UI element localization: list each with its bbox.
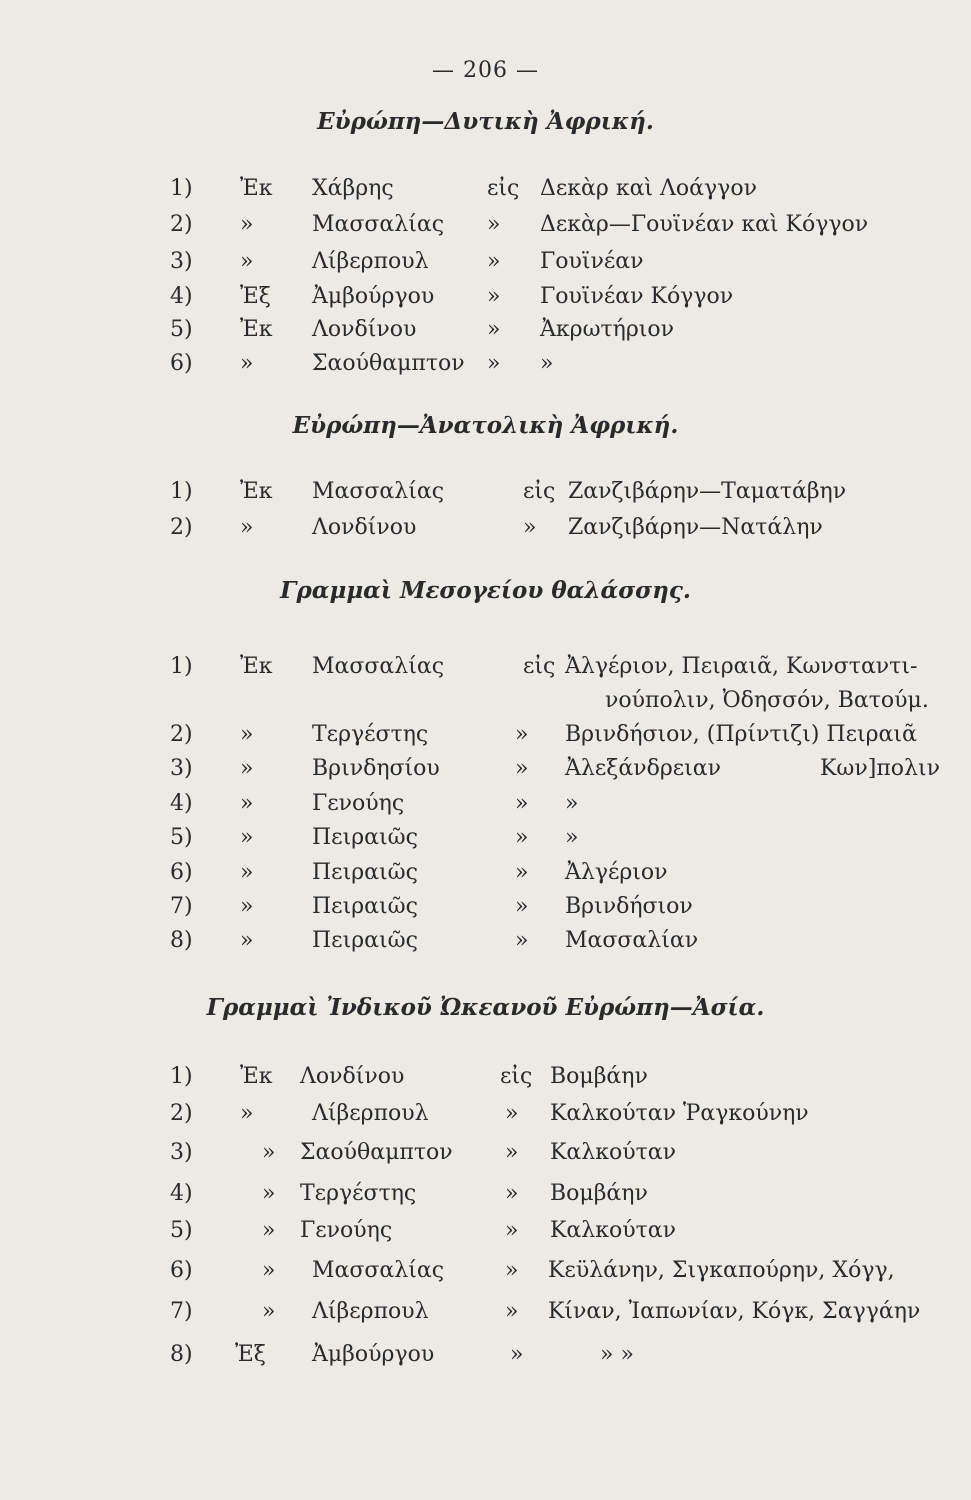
route-origin-prefix: Ἐξ [235, 1342, 266, 1367]
route-destination: » » [600, 1342, 634, 1367]
route-origin: Σαούθαμπτον [300, 1140, 453, 1165]
route-origin-prefix: » [240, 249, 254, 274]
route-origin: Πειραιῶς [312, 825, 418, 850]
route-destination: Ἀλγέριον [565, 860, 668, 885]
route-destination: Κίναν, Ἰαπωνίαν, Κόγκ, Σαγγάην [548, 1299, 921, 1324]
route-origin: Χάβρης [312, 176, 394, 201]
route-origin: Λίβερπουλ [312, 249, 429, 274]
route-destination-extra: Κων]πολιν [820, 756, 940, 781]
route-origin: Λονδίνου [312, 317, 417, 342]
route-destination: » [565, 825, 579, 850]
route-row [0, 284, 971, 320]
route-origin-prefix: Ἐκ [240, 317, 273, 342]
route-destination: Βρινδήσιον, (Πρίντιζι) Πειραιᾶ [565, 722, 917, 747]
route-origin-prefix: Ἐκ [240, 176, 273, 201]
route-origin: Πειραιῶς [312, 928, 418, 953]
route-origin: Λονδίνου [312, 515, 417, 540]
route-number: 2) [170, 722, 193, 747]
route-to-prefix: » [515, 860, 529, 885]
route-to-prefix: » [487, 284, 501, 309]
route-number: 2) [170, 212, 193, 237]
route-destination: Γουϊνέαν Κόγγον [540, 284, 734, 309]
route-number: 2) [170, 1101, 193, 1126]
route-to-prefix: » [505, 1101, 519, 1126]
route-origin-prefix: Ἐκ [240, 479, 273, 504]
route-destination: Βομβάην [550, 1181, 648, 1206]
route-number: 7) [170, 1299, 193, 1324]
route-row [0, 1218, 971, 1254]
route-origin-prefix: » [240, 351, 254, 376]
route-row [0, 212, 971, 248]
route-row [0, 1258, 971, 1294]
route-origin-prefix: » [240, 722, 254, 747]
route-origin: Λίβερπουλ [312, 1101, 429, 1126]
route-to-prefix: εἰς [487, 176, 520, 201]
route-origin-prefix: Ἐκ [240, 654, 273, 679]
route-destination: Καλκούταν [550, 1218, 677, 1243]
route-to-prefix: εἰς [523, 654, 556, 679]
route-to-prefix: » [515, 791, 529, 816]
route-origin: Ἀμβούργου [312, 1342, 435, 1367]
route-origin-prefix: » [240, 791, 254, 816]
route-to-prefix: » [505, 1140, 519, 1165]
route-origin-prefix: » [262, 1181, 276, 1206]
route-number: 1) [170, 479, 193, 504]
route-to-prefix: » [487, 317, 501, 342]
route-to-prefix: » [505, 1218, 519, 1243]
route-number: 1) [170, 1064, 193, 1089]
route-row [0, 176, 971, 212]
route-number: 3) [170, 756, 193, 781]
route-destination: » [565, 791, 579, 816]
route-origin-prefix: » [262, 1299, 276, 1324]
route-origin-prefix: » [262, 1258, 276, 1283]
route-destination: Ἀκρωτήριον [540, 317, 675, 342]
route-row [0, 1101, 971, 1137]
route-to-prefix: » [515, 894, 529, 919]
route-destination: Κεϋλάνην, Σιγκαπούρην, Χόγγ, [548, 1258, 895, 1283]
route-origin-prefix: » [240, 860, 254, 885]
route-row [0, 928, 971, 964]
route-to-prefix: » [523, 515, 537, 540]
route-row [0, 1299, 971, 1335]
section-heading-east-africa: Εὐρώπη—Ἀνατολικὴ Ἀφρική. [292, 412, 679, 439]
route-row [0, 249, 971, 285]
route-number: 6) [170, 1258, 193, 1283]
route-origin-prefix: » [240, 825, 254, 850]
route-to-prefix: » [505, 1258, 519, 1283]
route-to-prefix: » [515, 825, 529, 850]
route-origin-prefix: » [262, 1218, 276, 1243]
section-heading-mediterranean: Γραμμαὶ Μεσογείου θαλάσσης. [280, 577, 691, 604]
route-origin: Πειραιῶς [312, 860, 418, 885]
route-origin: Μασσαλίας [312, 1258, 445, 1283]
route-origin: Γενούης [312, 791, 405, 816]
route-number: 3) [170, 249, 193, 274]
route-to-prefix: » [487, 249, 501, 274]
route-to-prefix: εἰς [523, 479, 556, 504]
route-origin: Λίβερπουλ [312, 1299, 429, 1324]
route-to-prefix: » [515, 928, 529, 953]
route-row [0, 894, 971, 930]
route-origin-prefix: » [262, 1140, 276, 1165]
route-row [0, 722, 971, 758]
route-row [0, 479, 971, 515]
route-origin-prefix: » [240, 1101, 254, 1126]
route-origin-prefix: » [240, 515, 254, 540]
route-destination: Ἀλγέριον, Πειραιᾶ, Κωνσταντι- [565, 654, 918, 679]
route-number: 4) [170, 791, 193, 816]
route-origin: Σαούθαμπτον [312, 351, 465, 376]
route-to-prefix: » [515, 756, 529, 781]
route-origin: Πειραιῶς [312, 894, 418, 919]
route-origin: Ἀμβούργου [312, 284, 435, 309]
route-row [0, 1342, 971, 1378]
route-to-prefix: » [515, 722, 529, 747]
route-origin: Λονδίνου [300, 1064, 405, 1089]
route-origin-prefix: » [240, 894, 254, 919]
route-to-prefix: » [505, 1181, 519, 1206]
route-row [0, 1181, 971, 1217]
route-destination: Ζανζιβάρην—Νατάλην [568, 515, 823, 540]
route-destination: Ἀλεξάνδρειαν [565, 756, 722, 781]
route-number: 1) [170, 654, 193, 679]
route-destination: Δεκὰρ—Γουϊνέαν καὶ Κόγγον [540, 212, 869, 237]
route-number: 3) [170, 1140, 193, 1165]
route-to-prefix: » [505, 1299, 519, 1324]
route-destination-continuation: νούπολιν, Ὀδησσόν, Βατούμ. [605, 688, 929, 713]
route-row [0, 317, 971, 353]
route-number: 8) [170, 1342, 193, 1367]
route-row [0, 791, 971, 827]
route-origin-prefix: Ἐξ [240, 284, 271, 309]
route-origin: Βρινδησίου [312, 756, 440, 781]
route-origin: Τεργέστης [312, 722, 429, 747]
route-row [0, 351, 971, 387]
route-origin: Μασσαλίας [312, 654, 445, 679]
route-origin: Μασσαλίας [312, 479, 445, 504]
route-destination: Γουϊνέαν [540, 249, 644, 274]
route-row [0, 756, 971, 792]
route-destination: Καλκούταν [550, 1140, 677, 1165]
route-number: 6) [170, 860, 193, 885]
route-number: 6) [170, 351, 193, 376]
route-number: 4) [170, 1181, 193, 1206]
route-row [0, 825, 971, 861]
route-number: 5) [170, 317, 193, 342]
route-number: 7) [170, 894, 193, 919]
route-destination: Δεκὰρ καὶ Λοάγγον [540, 176, 757, 201]
route-destination: Ζανζιβάρην—Ταματάβην [568, 479, 847, 504]
route-number: 8) [170, 928, 193, 953]
route-row [0, 1140, 971, 1176]
route-to-prefix: εἰς [500, 1064, 533, 1089]
route-row [0, 515, 971, 551]
route-origin-prefix: Ἐκ [240, 1064, 273, 1089]
route-number: 2) [170, 515, 193, 540]
route-to-prefix: » [510, 1342, 524, 1367]
route-origin-prefix: » [240, 756, 254, 781]
route-origin: Τεργέστης [300, 1181, 417, 1206]
route-origin-prefix: » [240, 928, 254, 953]
route-row [0, 654, 971, 690]
route-destination: Βομβάην [550, 1064, 648, 1089]
route-number: 4) [170, 284, 193, 309]
route-origin: Γενούης [300, 1218, 393, 1243]
route-number: 1) [170, 176, 193, 201]
route-to-prefix: » [487, 212, 501, 237]
route-destination: » [540, 351, 554, 376]
route-destination: Καλκούταν Ῥαγκούνην [550, 1101, 809, 1126]
route-destination: Μασσαλίαν [565, 928, 699, 953]
page-number: — 206 — [432, 58, 539, 83]
section-heading-indian-ocean: Γραμμαὶ Ἰνδικοῦ Ὠκεανοῦ Εὐρώπη—Ἀσία. [206, 994, 765, 1021]
route-number: 5) [170, 825, 193, 850]
route-row [0, 860, 971, 896]
route-origin: Μασσαλίας [312, 212, 445, 237]
route-row [0, 1064, 971, 1100]
route-destination: Βρινδήσιον [565, 894, 693, 919]
route-number: 5) [170, 1218, 193, 1243]
route-origin-prefix: » [240, 212, 254, 237]
route-to-prefix: » [487, 351, 501, 376]
section-heading-west-africa: Εὐρώπη—Δυτικὴ Ἀφρική. [317, 108, 654, 135]
